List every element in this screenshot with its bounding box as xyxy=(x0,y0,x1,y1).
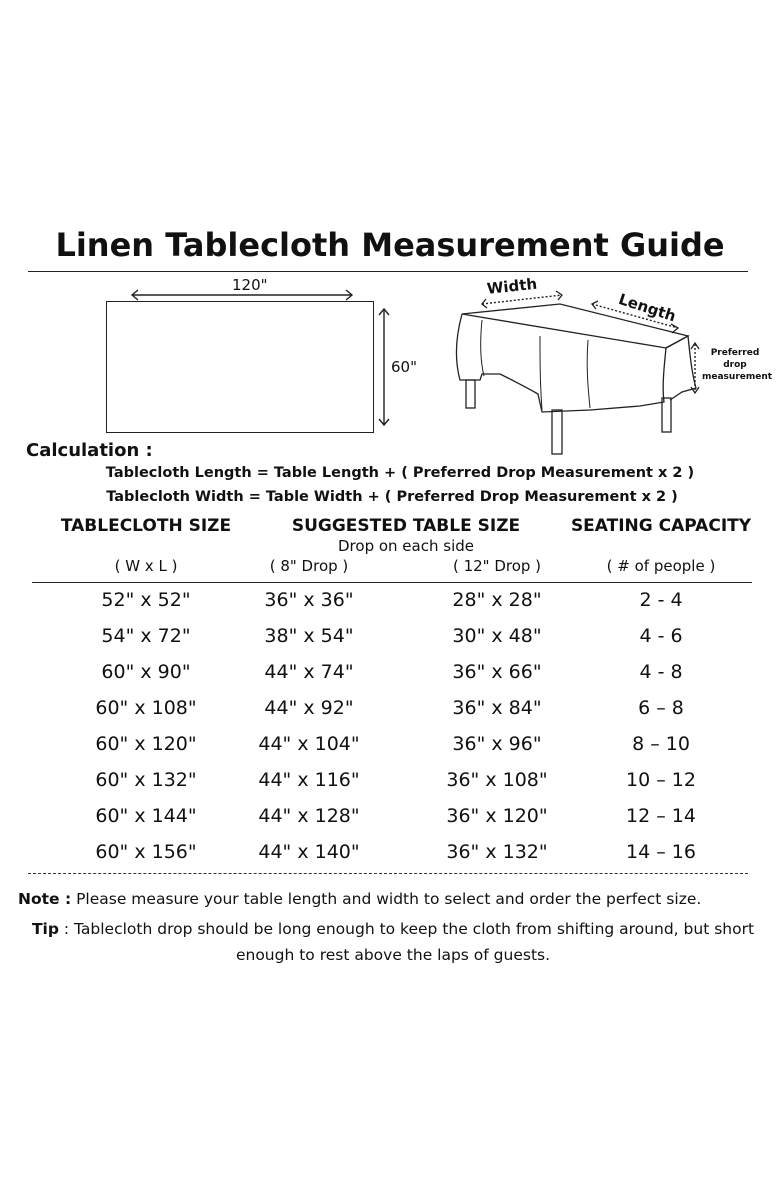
table-row xyxy=(0,730,780,766)
cell-seating: 10 – 12 xyxy=(626,769,696,791)
table-leg xyxy=(466,380,475,408)
column-header-seating-capacity: SEATING CAPACITY xyxy=(570,516,752,536)
calculation-heading: Calculation : xyxy=(26,440,153,461)
table-row xyxy=(0,838,780,874)
cell-tablecloth-size: 54" x 72" xyxy=(101,625,191,647)
cell-12-drop: 36" x 96" xyxy=(452,733,542,755)
table-row xyxy=(0,658,780,694)
cell-12-drop: 28" x 28" xyxy=(452,589,542,611)
cell-8-drop: 44" x 74" xyxy=(264,661,354,683)
cell-12-drop: 36" x 132" xyxy=(446,841,548,863)
table-row xyxy=(0,586,780,622)
cell-seating: 2 - 4 xyxy=(639,589,683,611)
cell-8-drop: 44" x 104" xyxy=(258,733,360,755)
subheader-12-drop: ( 12" Drop ) xyxy=(452,557,542,575)
cell-8-drop: 44" x 128" xyxy=(258,805,360,827)
note-text: Please measure your table length and width to select and order the perfect size. xyxy=(76,890,702,908)
drop-measurement-label xyxy=(702,347,773,383)
cell-tablecloth-size: 52" x 52" xyxy=(101,589,191,611)
height-dimension-arrow xyxy=(376,306,392,428)
height-dimension-label: 60" xyxy=(391,358,417,376)
subheader-wxl: ( W x L ) xyxy=(114,557,178,575)
width-formula: Tablecloth Width = Table Width + ( Preferred Drop Measurement x 2 ) xyxy=(106,489,678,505)
cell-12-drop: 36" x 120" xyxy=(446,805,548,827)
cell-12-drop: 36" x 66" xyxy=(452,661,542,683)
cell-seating: 4 - 8 xyxy=(639,661,683,683)
table-leg xyxy=(662,398,671,432)
cell-tablecloth-size: 60" x 108" xyxy=(95,697,197,719)
title-divider xyxy=(28,271,748,272)
cell-8-drop: 44" x 116" xyxy=(258,769,360,791)
cell-seating: 12 – 14 xyxy=(626,805,696,827)
table-length-label: Length xyxy=(616,290,679,326)
width-dimension-label: 120" xyxy=(232,276,268,294)
note-paragraph xyxy=(18,886,778,912)
note-lead: Note : xyxy=(18,890,72,908)
dashed-divider xyxy=(28,873,748,874)
cell-8-drop: 38" x 54" xyxy=(264,625,354,647)
cell-seating: 8 – 10 xyxy=(632,733,690,755)
cell-tablecloth-size: 60" x 90" xyxy=(101,661,191,683)
cell-tablecloth-size: 60" x 144" xyxy=(95,805,197,827)
drop-caption: Drop on each side xyxy=(338,537,474,555)
cell-tablecloth-size: 60" x 132" xyxy=(95,769,197,791)
cell-seating: 4 - 6 xyxy=(639,625,683,647)
table-row xyxy=(0,694,780,730)
subheader-8-drop: ( 8" Drop ) xyxy=(269,557,349,575)
cell-12-drop: 30" x 48" xyxy=(452,625,542,647)
column-header-suggested-table-size: SUGGESTED TABLE SIZE xyxy=(291,516,521,536)
tip-paragraph xyxy=(18,916,768,968)
column-header-tablecloth-size: TABLECLOTH SIZE xyxy=(60,516,232,536)
table-row xyxy=(0,622,780,658)
table-row xyxy=(0,802,780,838)
drop-label-line: measurement xyxy=(702,372,773,382)
cell-tablecloth-size: 60" x 120" xyxy=(95,733,197,755)
subheader-people: ( # of people ) xyxy=(606,557,716,575)
table-row xyxy=(0,766,780,802)
cell-12-drop: 36" x 84" xyxy=(452,697,542,719)
table-width-label: Width xyxy=(486,274,538,298)
drop-label-line: Preferred xyxy=(710,348,760,358)
cell-8-drop: 44" x 92" xyxy=(264,697,354,719)
drop-label-line: drop xyxy=(723,360,747,370)
cell-8-drop: 36" x 36" xyxy=(264,589,354,611)
table-header-divider xyxy=(32,582,752,583)
size-table xyxy=(0,586,780,874)
tablecloth-rectangle xyxy=(106,301,374,433)
cell-seating: 14 – 16 xyxy=(626,841,696,863)
length-formula: Tablecloth Length = Table Length + ( Preferred Drop Measurement x 2 ) xyxy=(105,465,695,481)
cell-8-drop: 44" x 140" xyxy=(258,841,360,863)
cell-12-drop: 36" x 108" xyxy=(446,769,548,791)
tip-text: : Tablecloth drop should be long enough to keep the cloth from shifting around, but short enough to rest above the laps of guests. xyxy=(63,920,755,964)
cell-seating: 6 – 8 xyxy=(638,697,684,719)
tip-lead: Tip xyxy=(31,920,59,938)
cell-tablecloth-size: 60" x 156" xyxy=(95,841,197,863)
table-leg xyxy=(552,410,562,454)
page-title: Linen Tablecloth Measurement Guide xyxy=(55,226,725,264)
